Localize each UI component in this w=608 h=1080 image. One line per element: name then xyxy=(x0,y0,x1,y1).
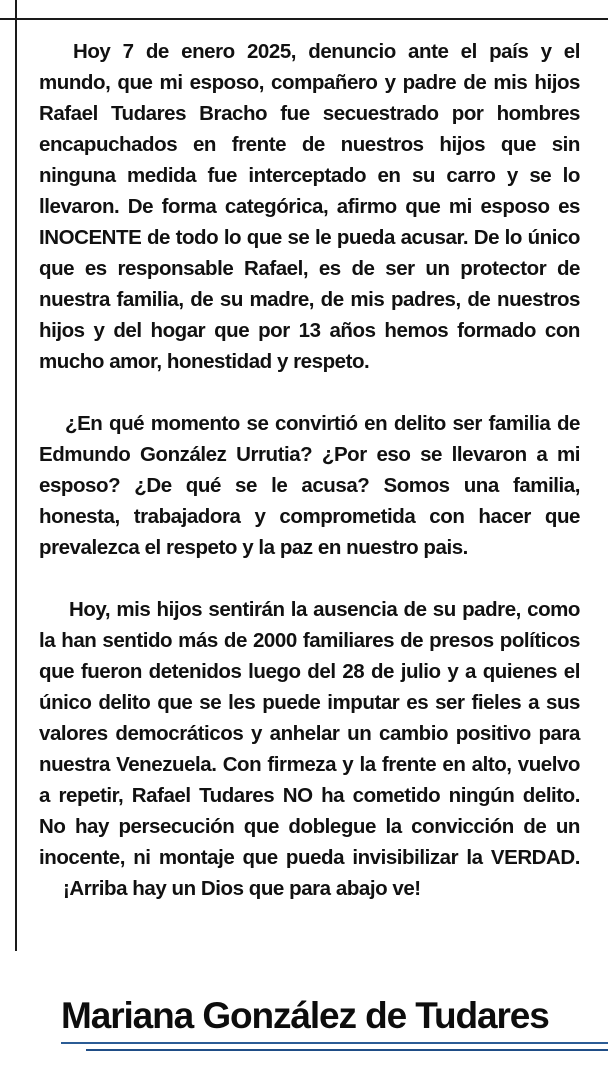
paragraph-denuncia: Hoy 7 de enero 2025, denuncio ante el país y el mundo, que mi esposo, compañero y padre de mis hijos Rafael Tudares Bracho fue secuestrado por hombres encapuchados en frente de nuestros hijos que sin ninguna medida fue interceptado en su carro y se lo llevaron. De forma categórica, afirmo que mi esposo es INOCENTE de todo lo que se le pueda acusar. De lo único que es responsable Rafael, es de ser un protector de nuestra familia, de su madre, de mis padres, de nuestros hijos y del hogar que por 13 años hemos formado con mucho amor, honestidad y respeto. xyxy=(39,40,580,373)
signature-underline-secondary xyxy=(86,1049,608,1051)
signature-underline-primary xyxy=(61,1042,608,1044)
frame-left-rule xyxy=(15,0,17,951)
closing-exclamation: ¡Arriba hay un Dios que para abajo ve! xyxy=(63,877,421,900)
paragraph-preguntas: ¿En qué momento se convirtió en delito ser familia de Edmundo González Urrutia? ¿Por eso se llevaron a mi esposo? ¿De qué se le acusa? Somos una familia, honesta, trabajadora y comprometida con hacer que prevalezca el respeto y la paz en nuestro pais. xyxy=(39,412,580,559)
paragraph-conclusion-text: Hoy, mis hijos sentirán la ausencia de su padre, como la han sentido más de 2000 familiares de presos políticos que fueron detenidos luego del 28 de julio y a quienes el único delito que se les puede imputar es ser fieles a sus valores democráticos y anhelar un cambio positivo para nuestra Venezuela. Con firmeza y la frente en alto, vuelvo a repetir, Rafael Tudares NO ha cometido ningún delito. No hay persecución que doblegue la convicción de un inocente, ni montaje que pueda invisibilizar la VERDAD. xyxy=(39,598,580,869)
frame-top-rule xyxy=(0,18,608,20)
letter-body xyxy=(39,36,580,904)
signature-name: Mariana González de Tudares xyxy=(61,995,549,1036)
paragraph-conclusion xyxy=(39,594,580,904)
